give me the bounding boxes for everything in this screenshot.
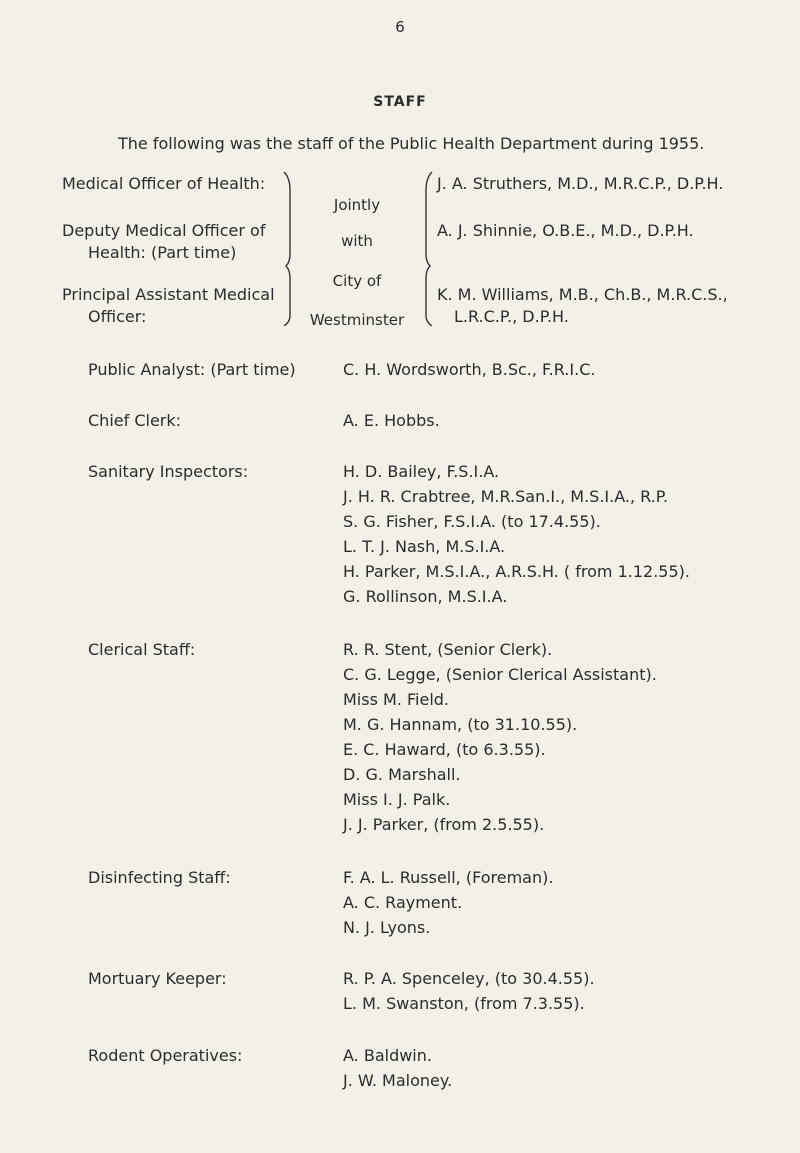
list-item: C. G. Legge, (Senior Clerical Assistant). <box>343 665 657 684</box>
intro-text: The following was the staff of the Public Health Department during 1955. <box>118 134 705 153</box>
list-item: C. H. Wordsworth, B.Sc., F.R.I.C. <box>343 360 596 379</box>
role-sanitary-inspectors: Sanitary Inspectors: <box>88 462 249 481</box>
list-item: D. G. Marshall. <box>343 765 461 784</box>
role-clerical-staff: Clerical Staff: <box>88 640 196 659</box>
joint-text-with: with <box>341 232 373 250</box>
list-item: L. M. Swanston, (from 7.3.55). <box>343 994 585 1013</box>
name-principal-assistant-line2: L.R.C.P., D.P.H. <box>454 307 569 326</box>
role-disinfecting-staff: Disinfecting Staff: <box>88 868 231 887</box>
list-item: N. J. Lyons. <box>343 918 431 937</box>
role-rodent-operatives: Rodent Operatives: <box>88 1046 243 1065</box>
list-item: J. J. Parker, (from 2.5.55). <box>343 815 545 834</box>
role-chief-clerk: Chief Clerk: <box>88 411 182 430</box>
role-principal-assistant-line2: Officer: <box>88 307 147 326</box>
name-medical-officer: J. A. Struthers, M.D., M.R.C.P., D.P.H. <box>437 174 724 193</box>
list-item: J. H. R. Crabtree, M.R.San.I., M.S.I.A., R.P. <box>343 487 669 506</box>
role-principal-assistant-line1: Principal Assistant Medical <box>62 285 275 304</box>
name-principal-assistant-line1: K. M. Williams, M.B., Ch.B., M.R.C.S., <box>437 285 728 304</box>
list-item: M. G. Hannam, (to 31.10.55). <box>343 715 578 734</box>
list-item: S. G. Fisher, F.S.I.A. (to 17.4.55). <box>343 512 601 531</box>
list-item: L. T. J. Nash, M.S.I.A. <box>343 537 506 556</box>
list-item: A. Baldwin. <box>343 1046 432 1065</box>
list-item: Miss I. J. Palk. <box>343 790 451 809</box>
list-item: H. D. Bailey, F.S.I.A. <box>343 462 500 481</box>
page-title: STAFF <box>373 94 427 110</box>
page-number: 6 <box>395 18 405 36</box>
list-item: Miss M. Field. <box>343 690 449 709</box>
list-item: R. P. A. Spenceley, (to 30.4.55). <box>343 969 595 988</box>
role-public-analyst: Public Analyst: (Part time) <box>88 360 296 379</box>
joint-text-westminster: Westminster <box>309 311 405 329</box>
role-deputy-medical-officer-line2: Health: (Part time) <box>88 243 237 262</box>
name-deputy-medical-officer: A. J. Shinnie, O.B.E., M.D., D.P.H. <box>437 221 694 240</box>
list-item: A. E. Hobbs. <box>343 411 440 430</box>
role-deputy-medical-officer-line1: Deputy Medical Officer of <box>62 221 266 240</box>
right-brace <box>418 166 434 326</box>
role-mortuary-keeper: Mortuary Keeper: <box>88 969 227 988</box>
list-item: H. Parker, M.S.I.A., A.R.S.H. ( from 1.12.55). <box>343 562 690 581</box>
joint-text-jointly: Jointly <box>333 196 381 214</box>
list-item: G. Rollinson, M.S.I.A. <box>343 587 508 606</box>
role-medical-officer: Medical Officer of Health: <box>62 174 266 193</box>
list-item: R. R. Stent, (Senior Clerk). <box>343 640 553 659</box>
list-item: A. C. Rayment. <box>343 893 463 912</box>
joint-text-city-of: City of <box>332 272 382 290</box>
list-item: E. C. Haward, (to 6.3.55). <box>343 740 546 759</box>
list-item: F. A. L. Russell, (Foreman). <box>343 868 554 887</box>
list-item: J. W. Maloney. <box>343 1071 453 1090</box>
